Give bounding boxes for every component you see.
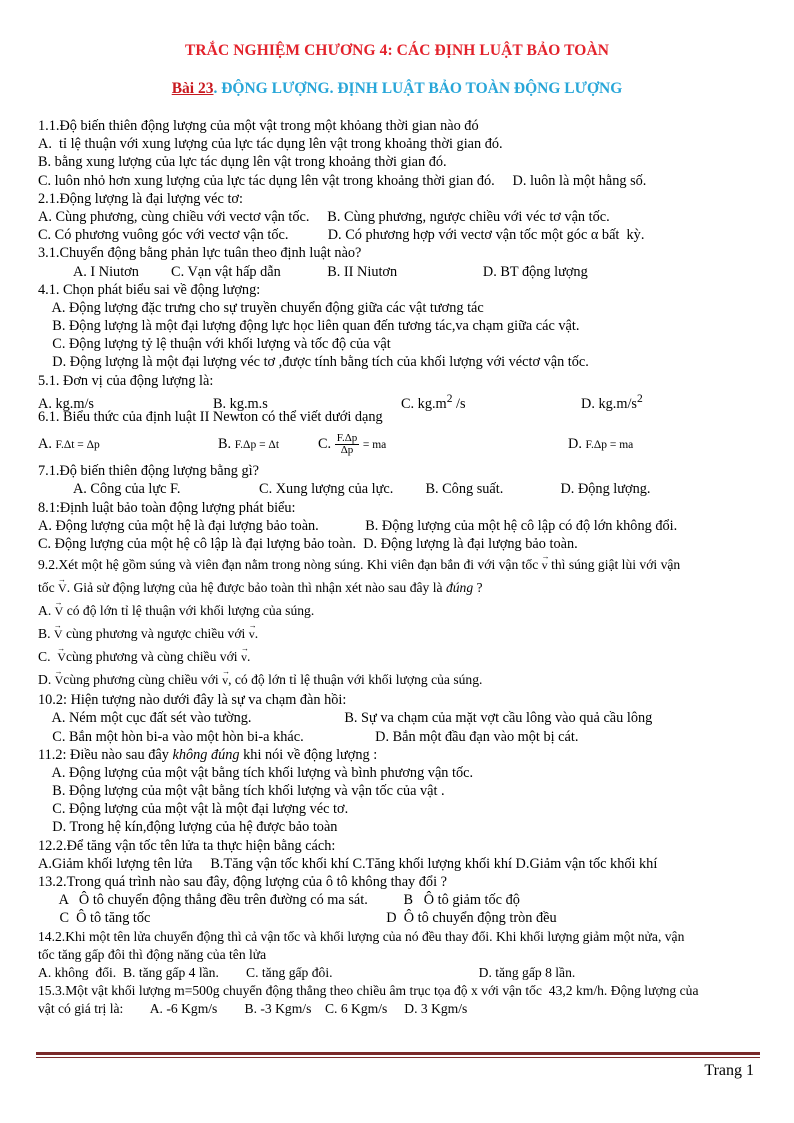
option-line: C. Động lượng của một hệ cô lập là đại lượng bảo toàn. D. Động lượng là đại lượng bảo toàn.	[38, 535, 578, 552]
vector-V: → V	[57, 646, 66, 669]
footer-rule-thin	[36, 1057, 760, 1058]
option-text: cùng phương cùng chiều với	[63, 672, 223, 688]
question-1-1: 1.1.Độ biến thiên động lượng của một vật trong một khỏang thời gian nào đó	[38, 118, 479, 134]
fraction-numerator: F.Δp	[336, 432, 358, 445]
vector-V: → V	[55, 600, 64, 623]
fraction-denominator: Δp	[340, 444, 354, 457]
option-line-formulas	[38, 426, 762, 462]
option-c-fraction	[335, 433, 360, 456]
question-15-3: 15.3.Một vật khối lượng m=500g chuyển động thẳng theo chiều âm trục tọa độ x với vận tốc 43,2 km/h. Động lượng của	[38, 983, 699, 999]
option-d-formula: F.Δp = ma	[585, 439, 634, 452]
option-a-label: A.	[38, 436, 52, 453]
option-line: A. tỉ lệ thuận với xung lượng của lực tác dụng lên vật trong khoảng thời gian đó.	[38, 136, 503, 153]
question-text: 9.2.Xét một hệ gồm súng và viên đạn nằm trong nòng súng. Khi viên đạn bắn đi với vận tốc	[38, 557, 542, 573]
lesson-title: . ĐỘNG LƯỢNG. ĐỊNH LUẬT BẢO TOÀN ĐỘNG LƯỢNG	[213, 80, 623, 97]
option-c	[401, 390, 581, 413]
option-text: có độ lớn tỉ lệ thuận với khối lượng của súng.	[63, 603, 315, 619]
question-7-1: 7.1.Độ biến thiên động lượng bằng gì?	[38, 463, 259, 480]
question-8-1: 8.1:Định luật bảo toàn động lượng phát biểu:	[38, 499, 296, 516]
footer-rule-thick	[36, 1052, 760, 1055]
vector-v: → v	[542, 554, 548, 577]
option-line: C. Động lượng tỷ lệ thuận với khối lượng và tốc độ của vật	[38, 336, 391, 353]
option-line: C. luôn nhỏ hơn xung lượng của lực tác dụng lên vật trong khoảng thời gian đó. D. luôn là một hằng số.	[38, 172, 647, 189]
option-text: , có độ lớn tỉ lệ thuận với khối lượng của súng.	[228, 672, 483, 688]
option-line: vật có giá trị là: A. -6 Kgm/s B. -3 Kgm/s C. 6 Kgm/s D. 3 Kgm/s	[38, 1001, 468, 1017]
option-label: C.	[38, 649, 58, 665]
option-line: C Ô tô tăng tốc D Ô tô chuyển động tròn đều	[38, 910, 557, 927]
option-d	[568, 436, 633, 452]
option-line	[38, 645, 762, 668]
option-b-label: B.	[218, 436, 232, 453]
option-line: A. I Niutơn C. Vạn vật hấp dẫn B. II Niutơn D. BT động lượng	[38, 263, 588, 280]
option-line: A. không đổi. B. tăng gấp 4 lần. C. tăng gấp đôi. D. tăng gấp 8 lần.	[38, 964, 576, 980]
option-d-label: D.	[568, 436, 582, 453]
page-number: Trang 1	[704, 1062, 754, 1079]
option-line: B. bằng xung lượng của lực tác dụng lên vật trong khoảng thời gian đó.	[38, 154, 447, 171]
option-line: B. Động lượng của một vật bằng tích khối lượng và vận tốc của vật .	[38, 783, 445, 800]
vector-V: → V	[58, 577, 67, 600]
option-a-formula: F.Δt = Δp	[55, 439, 100, 452]
option-c-label: C.	[318, 436, 332, 453]
question-text: khi nói về động lượng :	[239, 746, 378, 763]
option-line: A Ô tô chuyển động thẳng đều trên đường có ma sát. B Ô tô giảm tốc độ	[38, 892, 520, 909]
option-c-tail: /s	[452, 395, 466, 412]
question-text: thì súng giật lùi với vận	[547, 557, 681, 573]
question-14-2: 14.2.Khi một tên lửa chuyển động thì cả vận tốc và khối lượng của nó đều thay đổi. Khi khối lượng giảm một nửa, vận	[38, 928, 685, 944]
option-label: B.	[38, 626, 54, 642]
question-2-1: 2.1.Động lượng là đại lượng véc tơ:	[38, 190, 243, 207]
option-line: A. Công của lực F. C. Xung lượng của lực. B. Công suất. D. Động lượng.	[38, 481, 651, 498]
emphasis-correct: đúng	[445, 580, 474, 596]
question-4-1: 4.1. Chọn phát biểu sai về động lượng:	[38, 281, 261, 298]
option-line: A. Cùng phương, cùng chiều với vectơ vận tốc. B. Cùng phương, ngược chiều với véc tơ vận tốc.	[38, 208, 610, 225]
option-line: C. Động lượng của một vật là một đại lượng véc tơ.	[38, 801, 349, 818]
question-list	[38, 117, 762, 1019]
question-text: ?	[473, 580, 483, 596]
option-c	[318, 426, 568, 463]
option-line: C. Có phương vuông góc với vectơ vận tốc. D. Có phương hợp với vectơ vận tốc một góc α bất kỳ.	[38, 227, 645, 244]
option-d-exponent: 2	[637, 392, 643, 405]
vector-v: → v	[222, 669, 228, 692]
question-6-1: 6.1. Biểu thức của định luật II Newton có thể viết dưới dạng	[38, 409, 383, 425]
option-line: D. Động lượng là một đại lượng véc tơ ,được tính bằng tích của khối lượng với véctơ vận tốc.	[38, 354, 589, 371]
option-line: A. Động lượng của một hệ là đại lượng bảo toàn. B. Động lượng của một hệ cô lập có độ lớn không đổi.	[38, 517, 678, 534]
option-c-exponent: 2	[446, 392, 453, 405]
question-text: tốc	[38, 580, 59, 596]
option-a	[38, 426, 218, 463]
option-line: A.Giảm khối lượng tên lửa B.Tăng vận tốc khối khí C.Tăng khối lượng khối khí D.Giảm vận tốc khối khí	[38, 855, 658, 872]
option-text: cùng phương và cùng chiều với	[65, 649, 241, 665]
question-text: . Giả sử động lượng của hệ được bảo toàn thì nhận xét nào sau đây là	[66, 580, 446, 596]
question-9-2-cont	[38, 576, 762, 599]
vector-v: → v	[241, 646, 247, 669]
option-text: cùng phương và ngược chiều với	[62, 626, 249, 642]
option-line: C. Bắn một hòn bi-a vào một hòn bi-a khác. D. Bắn một đầu đạn vào một bị cát.	[38, 728, 579, 745]
option-line	[38, 668, 762, 691]
option-c-text: C. kg.m	[401, 395, 447, 412]
option-a: A. kg.m/s	[38, 395, 95, 412]
question-text: 11.2: Điều nào sau đây	[38, 746, 173, 763]
lesson-heading	[0, 80, 794, 98]
question-3-1: 3.1.Chuyển động bằng phản lực tuân theo định luật nào?	[38, 245, 362, 262]
question-12-2: 12.2.Để tăng vận tốc tên lửa ta thực hiện bằng cách:	[38, 837, 336, 854]
option-line: A. Ném một cục đất sét vào tường. B. Sự va chạm của mặt vợt cầu lông vào quả cầu lông	[38, 710, 653, 727]
option-line: B. Động lượng là một đại lượng động lực học liên quan đến tương tác,va chạm giữa các vật.	[38, 318, 580, 335]
question-13-2: 13.2.Trong quá trình nào sau đây, động lượng của ô tô không thay đổi ?	[38, 874, 447, 890]
question-5-1: 5.1. Đơn vị của động lượng là:	[38, 372, 214, 389]
option-line: A. Động lượng đặc trưng cho sự truyền chuyển động giữa các vật tương tác	[38, 299, 484, 316]
question-9-2	[38, 553, 762, 576]
option-d-text: D. kg.m/s	[581, 395, 638, 412]
option-b-formula: F.Δp = Δt	[234, 439, 280, 452]
option-line	[38, 622, 762, 645]
option-line: D. Trong hệ kín,động lượng của hệ được bảo toàn	[38, 819, 338, 836]
option-text: .	[254, 626, 259, 642]
vector-v: → v	[249, 623, 255, 646]
option-text: .	[246, 649, 251, 665]
question-10-2: 10.2: Hiện tượng nào dưới đây là sự va chạm đàn hồi:	[38, 692, 347, 709]
question-11-2	[38, 746, 762, 764]
vector-V: → V	[55, 669, 64, 692]
chapter-title: TRẮC NGHIỆM CHƯƠNG 4: CÁC ĐỊNH LUẬT BẢO TOÀN	[184, 42, 610, 59]
emphasis-incorrect: không đúng	[172, 746, 240, 763]
option-line-units	[38, 390, 762, 412]
question-14-2-cont: tốc tăng gấp đôi thì động năng của tên lửa	[38, 946, 267, 962]
option-label: A.	[38, 603, 55, 619]
option-line	[38, 599, 762, 622]
option-label: D.	[38, 672, 55, 688]
vector-V: → V	[54, 623, 63, 646]
option-c-rhs: = ma	[362, 439, 387, 452]
option-b	[218, 426, 318, 463]
lesson-label: Bài 23	[171, 80, 214, 97]
option-d	[581, 392, 643, 412]
option-line: A. Động lượng của một vật bằng tích khối lượng và bình phương vận tốc.	[38, 764, 474, 781]
option-b: B. kg.m.s	[213, 395, 268, 412]
